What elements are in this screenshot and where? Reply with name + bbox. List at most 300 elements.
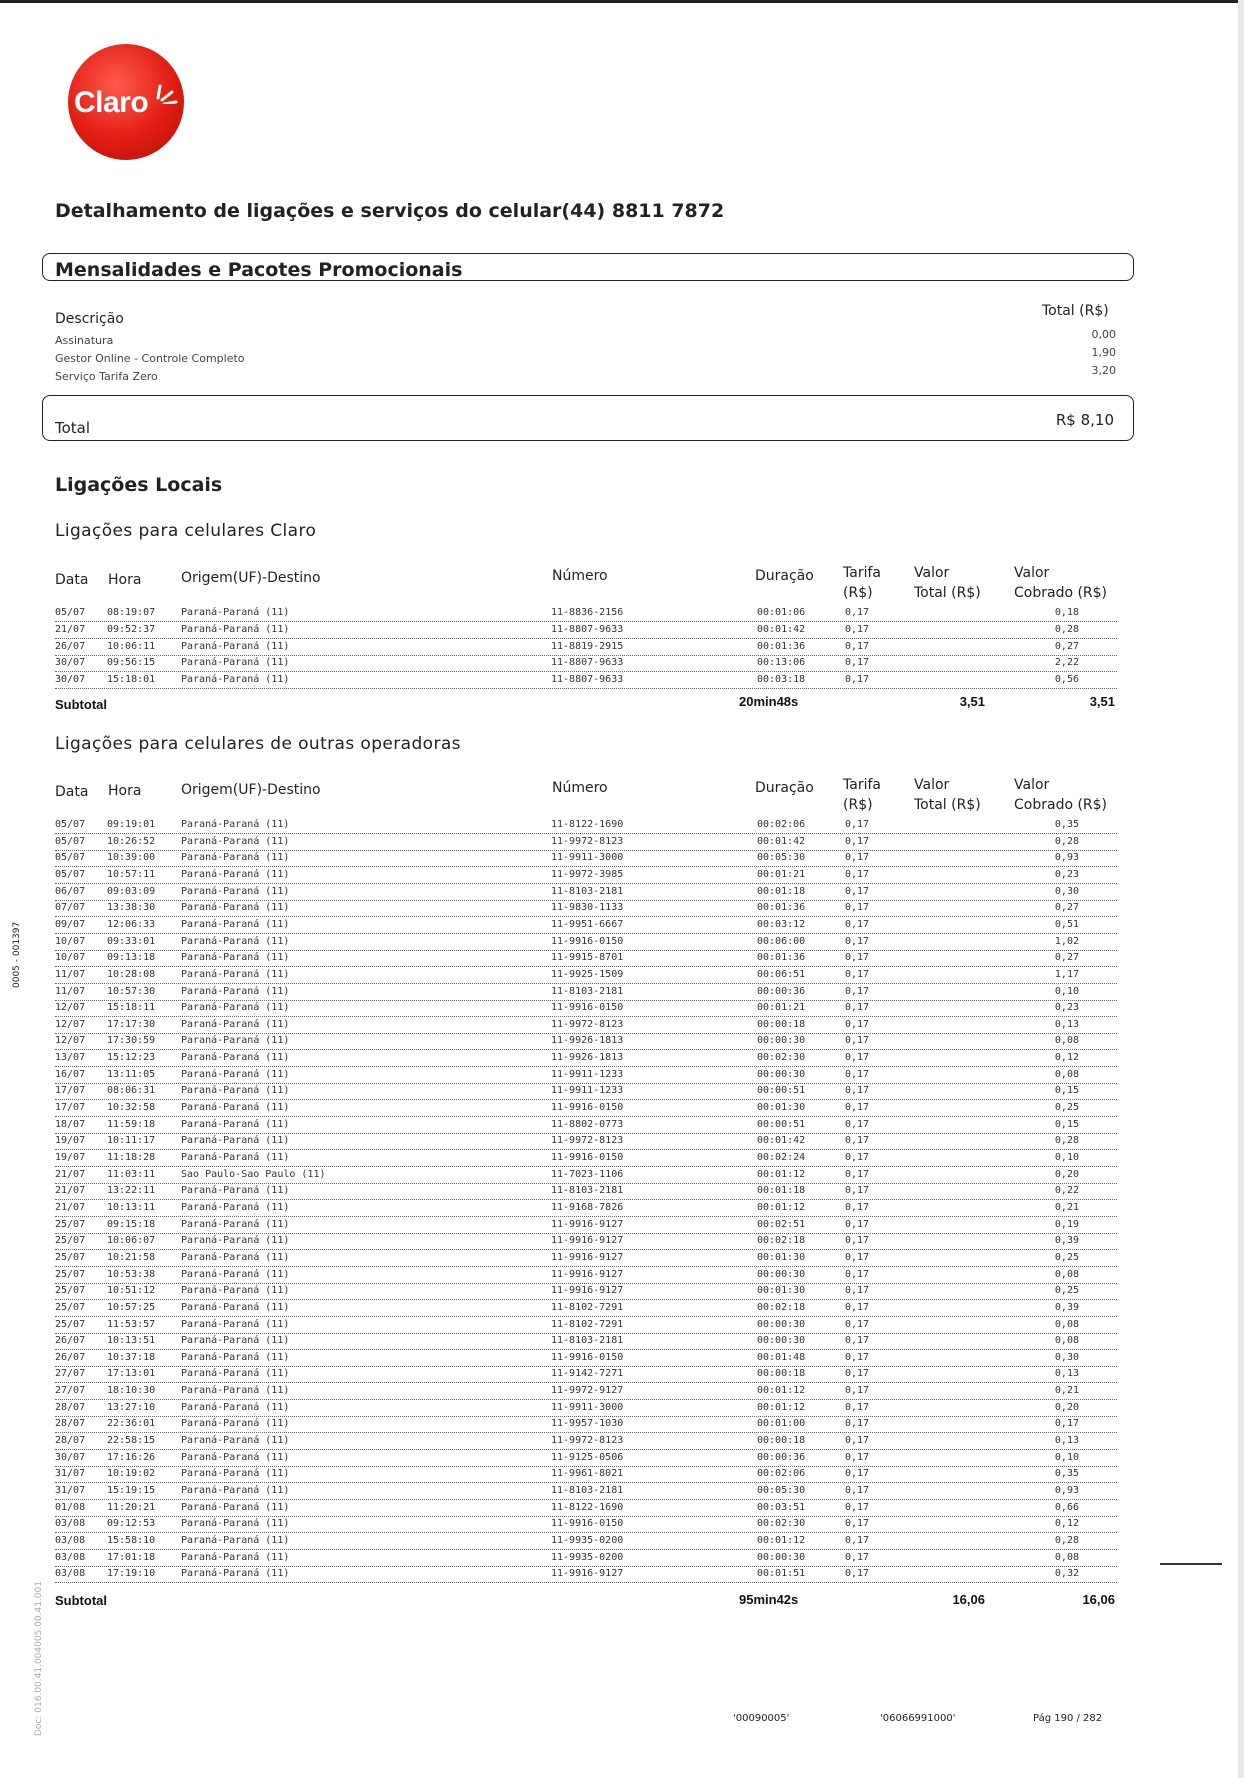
call-tariff: 0,17 <box>845 1201 870 1213</box>
outras-subsection-title: Ligações para celulares de outras operadoras <box>55 734 461 754</box>
call-date: 26/07 <box>55 640 86 652</box>
call-tariff: 0,17 <box>845 1534 870 1546</box>
call-tariff: 0,17 <box>845 640 870 652</box>
logo-rays-icon <box>152 78 178 104</box>
call-tariff: 0,17 <box>845 1568 870 1580</box>
table-row <box>55 918 1117 934</box>
call-duration: 00:00:30 <box>757 1068 806 1080</box>
call-origin-destination: Paraná-Paraná (11) <box>181 868 290 880</box>
call-number: 11-9168-7826 <box>551 1201 624 1213</box>
call-number: 11-8103-2181 <box>551 885 624 897</box>
call-tariff: 0,17 <box>845 1335 870 1347</box>
call-number: 11-9972-8123 <box>551 835 624 847</box>
call-charged-value: 0,08 <box>1015 1069 1081 1080</box>
call-time: 15:18:11 <box>107 1002 156 1014</box>
call-duration: 00:01:36 <box>757 952 806 964</box>
call-date: 25/07 <box>55 1318 86 1330</box>
call-tariff: 0,17 <box>845 1468 870 1480</box>
table-row <box>55 1434 1117 1450</box>
call-date: 17/07 <box>55 1085 86 1097</box>
call-date: 03/08 <box>55 1551 86 1563</box>
call-number: 11-9972-8123 <box>551 1435 624 1447</box>
call-duration: 00:00:30 <box>757 1318 806 1330</box>
table-row <box>55 1051 1117 1067</box>
footer-code-1: '00090005' <box>733 1713 790 1724</box>
call-tariff: 0,17 <box>845 819 870 830</box>
call-charged-value: 0,23 <box>1015 1002 1081 1013</box>
claro-subsection-title: Ligações para celulares Claro <box>55 521 317 541</box>
call-duration: 00:01:21 <box>757 868 806 880</box>
call-time: 10:06:07 <box>107 1235 156 1247</box>
call-date: 25/07 <box>55 1218 86 1230</box>
outras-subtotal-valor: 16,06 <box>952 1592 985 1607</box>
table-row <box>55 1034 1117 1050</box>
call-tariff: 0,17 <box>845 1418 870 1430</box>
table-row <box>55 935 1117 951</box>
table-row <box>55 1218 1117 1234</box>
call-number: 11-9911-3000 <box>551 1401 624 1413</box>
th-data: Data <box>55 572 89 588</box>
call-origin-destination: Paraná-Paraná (11) <box>181 819 290 830</box>
call-tariff: 0,17 <box>845 1068 870 1080</box>
call-duration: 00:00:51 <box>757 1085 806 1097</box>
call-origin-destination: Paraná-Paraná (11) <box>181 1118 290 1130</box>
call-charged-value: 0,35 <box>1015 1468 1081 1479</box>
call-charged-value: 0,15 <box>1015 1119 1081 1130</box>
table-row <box>55 1018 1117 1034</box>
table-row <box>55 1301 1117 1317</box>
table-row <box>55 1367 1117 1383</box>
call-charged-value: 0,93 <box>1015 852 1081 863</box>
call-duration: 00:00:18 <box>757 1435 806 1447</box>
call-origin-destination: Paraná-Paraná (11) <box>181 1002 290 1014</box>
call-tariff: 0,17 <box>845 952 870 964</box>
table-row <box>55 885 1117 901</box>
call-charged-value: 0,12 <box>1015 1518 1081 1529</box>
call-duration: 00:02:30 <box>757 1052 806 1064</box>
call-charged-value: 0,20 <box>1015 1169 1081 1180</box>
call-number: 11-9957-1030 <box>551 1418 624 1430</box>
call-charged-value: 0,08 <box>1015 1335 1081 1346</box>
call-charged-value: 0,19 <box>1015 1219 1081 1230</box>
call-tariff: 0,17 <box>845 623 870 635</box>
call-tariff: 0,17 <box>845 1268 870 1280</box>
table-row <box>55 1084 1117 1100</box>
call-time: 09:12:53 <box>107 1518 156 1530</box>
call-time: 11:18:28 <box>107 1152 156 1163</box>
call-number: 11-9972-3985 <box>551 868 624 880</box>
call-date: 21/07 <box>55 1168 86 1180</box>
call-date: 25/07 <box>55 1251 86 1263</box>
call-origin-destination: Paraná-Paraná (11) <box>181 852 290 864</box>
table-row <box>55 1451 1117 1467</box>
call-tariff: 0,17 <box>845 885 870 897</box>
call-number: 11-9972-8123 <box>551 1135 624 1147</box>
call-tariff: 0,17 <box>845 1485 870 1496</box>
mensalidades-heading: Mensalidades e Pacotes Promocionais <box>55 259 463 281</box>
call-date: 28/07 <box>55 1435 86 1447</box>
call-duration: 00:01:12 <box>757 1401 806 1413</box>
call-origin-destination: Paraná-Paraná (11) <box>181 1052 290 1064</box>
call-date: 03/08 <box>55 1568 86 1580</box>
call-duration: 00:01:30 <box>757 1251 806 1263</box>
call-number: 11-9972-9127 <box>551 1385 624 1397</box>
call-tariff: 0,17 <box>845 1135 870 1147</box>
call-charged-value: 2,22 <box>1015 657 1081 668</box>
table-row <box>55 901 1117 917</box>
claro-logo-text: Claro <box>74 86 149 119</box>
call-time: 17:30:59 <box>107 1035 156 1047</box>
call-origin-destination: Paraná-Paraná (11) <box>181 1518 290 1530</box>
call-tariff: 0,17 <box>845 1501 870 1513</box>
call-tariff: 0,17 <box>845 1085 870 1097</box>
call-duration: 00:00:18 <box>757 1018 806 1030</box>
call-duration: 00:01:18 <box>757 885 806 897</box>
col-total: Total (R$) <box>1042 303 1109 319</box>
call-date: 18/07 <box>55 1118 86 1130</box>
call-time: 10:39:00 <box>107 852 156 864</box>
call-origin-destination: Paraná-Paraná (11) <box>181 1534 290 1546</box>
call-tariff: 0,17 <box>845 1435 870 1447</box>
call-duration: 00:01:48 <box>757 1351 806 1363</box>
call-duration: 00:01:12 <box>757 1385 806 1397</box>
call-duration: 00:03:18 <box>757 674 806 686</box>
call-origin-destination: Paraná-Paraná (11) <box>181 1568 290 1580</box>
call-time: 22:36:01 <box>107 1418 156 1430</box>
call-time: 10:19:02 <box>107 1468 156 1480</box>
ligacoes-locais-heading: Ligações Locais <box>55 474 223 496</box>
call-number: 11-9911-3000 <box>551 852 624 864</box>
call-duration: 00:01:42 <box>757 1135 806 1147</box>
call-number: 11-9926-1813 <box>551 1052 624 1064</box>
call-number: 11-8103-2181 <box>551 1335 624 1347</box>
page-top-border <box>0 0 1244 3</box>
call-charged-value: 0,25 <box>1015 1285 1081 1296</box>
call-time: 15:12:23 <box>107 1052 156 1064</box>
call-origin-destination: Paraná-Paraná (11) <box>181 935 290 947</box>
mensalidades-total-label: Total <box>55 419 91 437</box>
call-duration: 00:01:30 <box>757 1285 806 1297</box>
call-time: 09:56:15 <box>107 657 156 669</box>
call-time: 10:57:25 <box>107 1301 156 1313</box>
call-date: 21/07 <box>55 1185 86 1197</box>
table-row <box>55 606 1117 622</box>
call-duration: 00:01:42 <box>757 623 806 635</box>
call-date: 19/07 <box>55 1135 86 1147</box>
call-number: 11-9916-9127 <box>551 1568 624 1580</box>
call-tariff: 0,17 <box>845 1218 870 1230</box>
call-number: 11-8807-9633 <box>551 623 624 635</box>
th-valor: Valor <box>914 565 950 581</box>
call-date: 05/07 <box>55 868 86 880</box>
call-duration: 00:02:24 <box>757 1152 806 1163</box>
call-time: 10:06:11 <box>107 640 156 652</box>
call-origin-destination: Paraná-Paraná (11) <box>181 1185 290 1197</box>
call-time: 12:06:33 <box>107 918 156 930</box>
call-number: 11-7023-1106 <box>551 1168 624 1180</box>
call-tariff: 0,17 <box>845 1518 870 1530</box>
call-time: 10:53:38 <box>107 1268 156 1280</box>
call-time: 15:58:10 <box>107 1534 156 1546</box>
call-origin-destination: Paraná-Paraná (11) <box>181 1368 290 1380</box>
call-number: 11-9935-0200 <box>551 1534 624 1546</box>
call-origin-destination: Paraná-Paraná (11) <box>181 1135 290 1147</box>
call-number: 11-8102-7291 <box>551 1301 624 1313</box>
call-time: 11:03:11 <box>107 1168 156 1180</box>
table-row <box>55 868 1117 884</box>
call-date: 12/07 <box>55 1002 86 1014</box>
call-tariff: 0,17 <box>845 1035 870 1047</box>
call-number: 11-9961-8021 <box>551 1468 624 1480</box>
call-charged-value: 0,28 <box>1015 836 1081 847</box>
table-row <box>55 1334 1117 1350</box>
call-charged-value: 0,08 <box>1015 1319 1081 1330</box>
call-origin-destination: Paraná-Paraná (11) <box>181 885 290 897</box>
call-duration: 00:01:12 <box>757 1168 806 1180</box>
claro-subtotal-label: Subtotal <box>55 697 107 712</box>
call-duration: 00:06:00 <box>757 935 806 947</box>
call-origin-destination: Paraná-Paraná (11) <box>181 674 290 686</box>
call-charged-value: 0,28 <box>1015 1535 1081 1546</box>
call-charged-value: 0,21 <box>1015 1385 1081 1396</box>
call-charged-value: 0,22 <box>1015 1185 1081 1196</box>
call-origin-destination: Sao Paulo-Sao Paulo (11) <box>181 1168 326 1180</box>
call-origin-destination: Paraná-Paraná (11) <box>181 1035 290 1047</box>
call-date: 31/07 <box>55 1485 86 1496</box>
call-number: 11-9911-1233 <box>551 1085 624 1097</box>
call-charged-value: 0,18 <box>1015 607 1081 618</box>
call-number: 11-8102-7291 <box>551 1318 624 1330</box>
call-number: 11-9911-1233 <box>551 1068 624 1080</box>
call-time: 10:26:52 <box>107 835 156 847</box>
call-tariff: 0,17 <box>845 1018 870 1030</box>
mensalidade-desc: Assinatura <box>55 334 114 347</box>
outras-subtotal-duration: 95min42s <box>739 1592 799 1607</box>
call-time: 10:32:58 <box>107 1102 156 1114</box>
call-charged-value: 0,08 <box>1015 1552 1081 1563</box>
call-origin-destination: Paraná-Paraná (11) <box>181 1285 290 1297</box>
call-date: 07/07 <box>55 902 86 914</box>
call-time: 17:16:26 <box>107 1451 156 1463</box>
table-row <box>55 1534 1117 1550</box>
call-tariff: 0,17 <box>845 968 870 980</box>
call-date: 03/08 <box>55 1518 86 1530</box>
call-time: 17:19:10 <box>107 1568 156 1580</box>
call-tariff: 0,17 <box>845 1551 870 1563</box>
call-charged-value: 0,51 <box>1015 919 1081 930</box>
call-origin-destination: Paraná-Paraná (11) <box>181 1385 290 1397</box>
call-origin-destination: Paraná-Paraná (11) <box>181 835 290 847</box>
call-time: 11:53:57 <box>107 1318 156 1330</box>
call-number: 11-9951-6667 <box>551 918 624 930</box>
call-charged-value: 0,39 <box>1015 1235 1081 1246</box>
call-origin-destination: Paraná-Paraná (11) <box>181 1085 290 1097</box>
table-row <box>55 640 1117 656</box>
call-origin-destination: Paraná-Paraná (11) <box>181 1351 290 1363</box>
call-duration: 00:05:30 <box>757 1485 806 1496</box>
call-origin-destination: Paraná-Paraná (11) <box>181 1435 290 1447</box>
call-time: 17:13:01 <box>107 1368 156 1380</box>
call-tariff: 0,17 <box>845 1385 870 1397</box>
call-number: 11-9915-8701 <box>551 952 624 964</box>
call-date: 05/07 <box>55 852 86 864</box>
table-row <box>55 1567 1117 1583</box>
call-origin-destination: Paraná-Paraná (11) <box>181 985 290 997</box>
call-date: 12/07 <box>55 1035 86 1047</box>
call-duration: 00:01:12 <box>757 1534 806 1546</box>
call-tariff: 0,17 <box>845 1401 870 1413</box>
call-number: 11-9916-0150 <box>551 935 624 947</box>
table-row <box>55 1118 1117 1134</box>
call-date: 10/07 <box>55 952 86 964</box>
table-row <box>55 1484 1117 1500</box>
call-number: 11-8807-9633 <box>551 674 624 686</box>
call-time: 11:20:21 <box>107 1501 156 1513</box>
th-tarifa-unit: (R$) <box>843 585 873 601</box>
call-tariff: 0,17 <box>845 1052 870 1064</box>
call-date: 27/07 <box>55 1385 86 1397</box>
table-row <box>55 1234 1117 1250</box>
th-valor-total: Total (R$) <box>914 797 981 813</box>
call-duration: 00:02:06 <box>757 1468 806 1480</box>
call-origin-destination: Paraná-Paraná (11) <box>181 1418 290 1430</box>
call-charged-value: 0,28 <box>1015 1135 1081 1146</box>
call-date: 30/07 <box>55 1451 86 1463</box>
call-tariff: 0,17 <box>845 918 870 930</box>
table-row <box>55 1134 1117 1150</box>
call-tariff: 0,17 <box>845 1368 870 1380</box>
call-charged-value: 0,13 <box>1015 1435 1081 1446</box>
page-number: Pág 190 / 282 <box>1033 1713 1103 1724</box>
th-duracao: Duração <box>755 568 814 584</box>
call-origin-destination: Paraná-Paraná (11) <box>181 1068 290 1080</box>
call-date: 17/07 <box>55 1102 86 1114</box>
table-row <box>55 1517 1117 1533</box>
call-time: 10:11:17 <box>107 1135 156 1147</box>
page-right-edge <box>1238 0 1244 1778</box>
call-number: 11-8807-9633 <box>551 657 624 669</box>
call-duration: 00:00:18 <box>757 1368 806 1380</box>
call-origin-destination: Paraná-Paraná (11) <box>181 657 290 669</box>
call-origin-destination: Paraná-Paraná (11) <box>181 952 290 964</box>
call-origin-destination: Paraná-Paraná (11) <box>181 1251 290 1263</box>
call-charged-value: 0,13 <box>1015 1368 1081 1379</box>
call-number: 11-8103-2181 <box>551 1485 624 1496</box>
call-date: 12/07 <box>55 1018 86 1030</box>
call-date: 01/08 <box>55 1501 86 1513</box>
th-origem: Origem(UF)-Destino <box>181 570 321 586</box>
call-number: 11-9935-0200 <box>551 1551 624 1563</box>
table-row <box>55 656 1117 672</box>
call-duration: 00:01:42 <box>757 835 806 847</box>
call-origin-destination: Paraná-Paraná (11) <box>181 640 290 652</box>
call-time: 10:28:08 <box>107 968 156 980</box>
call-charged-value: 0,27 <box>1015 952 1081 963</box>
table-row <box>55 1168 1117 1184</box>
call-charged-value: 0,12 <box>1015 1052 1081 1063</box>
table-row <box>55 951 1117 967</box>
call-date: 25/07 <box>55 1235 86 1247</box>
call-origin-destination: Paraná-Paraná (11) <box>181 1451 290 1463</box>
call-charged-value: 0,27 <box>1015 902 1081 913</box>
th-hora: Hora <box>108 572 142 588</box>
call-time: 09:33:01 <box>107 935 156 947</box>
call-number: 11-9916-0150 <box>551 1152 624 1163</box>
call-origin-destination: Paraná-Paraná (11) <box>181 607 290 618</box>
call-date: 26/07 <box>55 1351 86 1363</box>
call-charged-value: 0,32 <box>1015 1568 1081 1579</box>
call-origin-destination: Paraná-Paraná (11) <box>181 1485 290 1496</box>
call-date: 05/07 <box>55 835 86 847</box>
call-time: 13:38:30 <box>107 902 156 914</box>
mensalidade-value: 1,90 <box>1091 346 1116 359</box>
table-row <box>55 835 1117 851</box>
call-origin-destination: Paraná-Paraná (11) <box>181 1301 290 1313</box>
call-charged-value: 0,08 <box>1015 1269 1081 1280</box>
table-row <box>55 1201 1117 1217</box>
table-row <box>55 851 1117 867</box>
call-time: 09:03:09 <box>107 885 156 897</box>
call-number: 11-8819-2915 <box>551 640 624 652</box>
call-tariff: 0,17 <box>845 1451 870 1463</box>
call-duration: 00:02:30 <box>757 1518 806 1530</box>
call-number: 11-9142-7271 <box>551 1368 624 1380</box>
call-charged-value: 0,15 <box>1015 1085 1081 1096</box>
call-tariff: 0,17 <box>845 607 870 618</box>
side-doc-code: Doc: 016.00.41.004005.00.41.001 <box>34 1581 44 1736</box>
call-origin-destination: Paraná-Paraná (11) <box>181 1235 290 1247</box>
call-duration: 00:01:36 <box>757 640 806 652</box>
call-time: 08:06:31 <box>107 1085 156 1097</box>
call-date: 03/08 <box>55 1534 86 1546</box>
call-origin-destination: Paraná-Paraná (11) <box>181 623 290 635</box>
table-row <box>55 818 1117 834</box>
call-charged-value: 0,39 <box>1015 1302 1081 1313</box>
call-number: 11-9830-1133 <box>551 902 624 914</box>
claro-subtotal-duration: 20min48s <box>739 694 799 709</box>
call-number: 11-9916-9127 <box>551 1268 624 1280</box>
call-duration: 00:01:06 <box>757 607 806 618</box>
page-title: Detalhamento de ligações e serviços do celular(44) 8811 7872 <box>55 200 725 222</box>
call-origin-destination: Paraná-Paraná (11) <box>181 1268 290 1280</box>
call-date: 26/07 <box>55 1335 86 1347</box>
call-tariff: 0,17 <box>845 657 870 669</box>
call-date: 28/07 <box>55 1418 86 1430</box>
call-duration: 00:03:51 <box>757 1501 806 1513</box>
call-duration: 00:05:30 <box>757 852 806 864</box>
col-descricao: Descrição <box>55 311 124 327</box>
call-charged-value: 0,10 <box>1015 1452 1081 1463</box>
call-origin-destination: Paraná-Paraná (11) <box>181 1218 290 1230</box>
call-charged-value: 0,93 <box>1015 1485 1081 1496</box>
call-tariff: 0,17 <box>845 1301 870 1313</box>
call-number: 11-9916-9127 <box>551 1251 624 1263</box>
call-date: 10/07 <box>55 935 86 947</box>
call-duration: 00:01:00 <box>757 1418 806 1430</box>
call-date: 21/07 <box>55 623 86 635</box>
table-row <box>55 1068 1117 1084</box>
call-origin-destination: Paraná-Paraná (11) <box>181 918 290 930</box>
table-row <box>55 1551 1117 1567</box>
call-tariff: 0,17 <box>845 1152 870 1163</box>
call-date: 11/07 <box>55 968 86 980</box>
th-valor: Valor <box>914 777 950 793</box>
call-tariff: 0,17 <box>845 985 870 997</box>
th-cobrado: Valor <box>1014 565 1050 581</box>
call-date: 21/07 <box>55 1201 86 1213</box>
call-number: 11-8103-2181 <box>551 985 624 997</box>
call-duration: 00:00:30 <box>757 1035 806 1047</box>
